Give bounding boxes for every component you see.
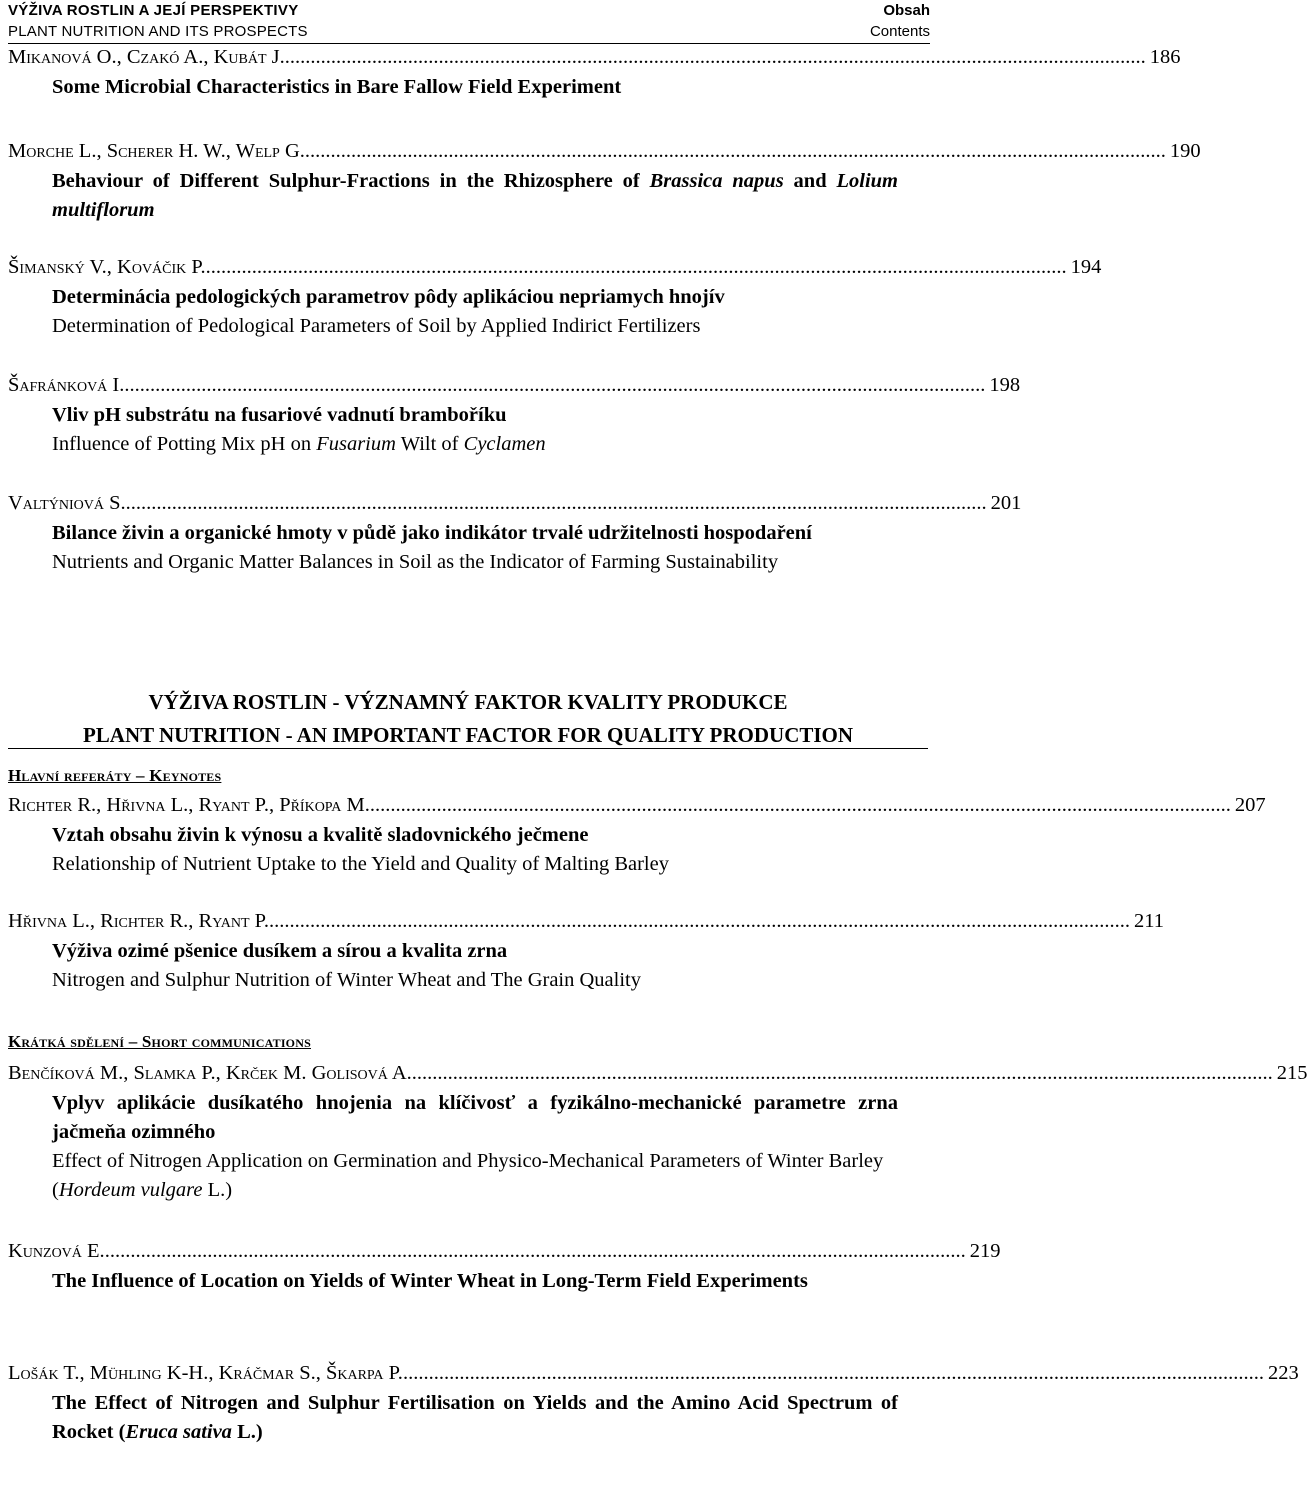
italic-term: Hordeum vulgare [58, 1179, 203, 1201]
entry-title[interactable]: Výživa ozimé pšenice dusíkem a sírou a kvalita zrna [52, 940, 508, 962]
header-right-cz: Obsah [883, 2, 930, 19]
leader-dots: ........................................................................................................................................................................ [104, 1240, 966, 1262]
entry-title[interactable]: Vztah obsahu živin k výnosu a kvalitě sladovnického ječmene [52, 824, 589, 846]
toc-entry [8, 46, 1181, 102]
author-line [8, 46, 1181, 73]
italic-term: Brassica napus [649, 170, 784, 192]
keynotes-heading: Hlavní referáty – Keynotes [8, 766, 222, 785]
entry-title[interactable]: The Influence of Location on Yields of Winter Wheat in Long-Term Field Experiments [52, 1270, 808, 1292]
italic-term: Lolium multiflorum [52, 170, 898, 221]
entry-title-en: Determination of Pedological Parameters of Soil by Applied Indirict Fertilizers [52, 315, 701, 337]
leader-dots: ........................................................................................................................................................................ [268, 910, 1130, 932]
leader-dots: ........................................................................................................................................................................ [402, 1362, 1264, 1384]
toc-entry [8, 1362, 1299, 1447]
toc-entry [8, 1240, 1001, 1296]
leader-dots: ........................................................................................................................................................................ [205, 256, 1067, 278]
page-number[interactable]: 194 [1070, 256, 1102, 278]
toc-entry [8, 140, 1201, 225]
header-rule [8, 43, 930, 44]
page-number[interactable]: 211 [1133, 910, 1164, 932]
author-line [8, 140, 1201, 167]
entry-title-en: Effect of Nitrogen Application on Germination and Physico-Mechanical Parameters of Winter Barley (Hordeum vulgare L.) [52, 1150, 884, 1201]
toc-entry [8, 492, 1022, 577]
entry-authors: Kunzová E. [8, 1240, 105, 1262]
short-communications-heading: Krátká sdělení – Short communications [8, 1032, 311, 1051]
section-title-en [8, 723, 928, 749]
leader-dots: ........................................................................................................................................................................ [125, 492, 987, 514]
entry-authors: Mikanová O., Czakó A., Kubát J. [8, 46, 285, 68]
entry-authors: Šafránková I. [8, 374, 125, 396]
toc-entry [8, 1062, 1308, 1205]
italic-term: Fusarium [316, 433, 396, 455]
entry-authors: Valtýniová S. [8, 492, 126, 514]
page-number[interactable]: 207 [1234, 794, 1266, 816]
toc-entry [8, 910, 1164, 995]
entry-title[interactable]: The Effect of Nitrogen and Sulphur Fertilisation on Yields and the Amino Acid Spectrum of Rocket (Eruca sativa L.) [52, 1392, 898, 1443]
entry-authors: Lošák T., Mühling K-H., Kráčmar S., Škarpa P. [8, 1362, 403, 1384]
author-line [8, 1240, 1001, 1267]
page-number[interactable]: 223 [1267, 1362, 1299, 1384]
author-line [8, 910, 1164, 937]
header-title-en: PLANT NUTRITION AND ITS PROSPECTS [8, 23, 308, 40]
italic-term: Cyclamen [463, 433, 546, 455]
page-number[interactable]: 215 [1276, 1062, 1308, 1084]
leader-dots: ........................................................................................................................................................................ [369, 794, 1231, 816]
page-number[interactable]: 186 [1149, 46, 1181, 68]
toc-entry [8, 374, 1021, 459]
page-number[interactable]: 190 [1169, 140, 1201, 162]
entry-title-en: Nitrogen and Sulphur Nutrition of Winter Wheat and The Grain Quality [52, 969, 641, 991]
header-title-cz: VÝŽIVA ROSTLIN A JEJÍ PERSPEKTIVY [8, 2, 299, 19]
entry-title[interactable]: Bilance živin a organické hmoty v půdě jako indikátor trvalé udržitelnosti hospodaření [52, 522, 812, 544]
section-title-en-text: PLANT NUTRITION - AN IMPORTANT FACTOR FOR QUALITY PRODUCTION [82, 723, 854, 747]
entry-title-en: Relationship of Nutrient Uptake to the Yield and Quality of Malting Barley [52, 853, 669, 875]
entry-authors: Morche L., Scherer H. W., Welp G. [8, 140, 305, 162]
entry-authors: Hřivna L., Richter R., Ryant P. [8, 910, 269, 932]
section-title-cz [8, 690, 928, 715]
entry-authors: Šimanský V., Kováčik P. [8, 256, 206, 278]
author-line [8, 492, 1022, 519]
page-number[interactable]: 219 [969, 1240, 1001, 1262]
entry-title[interactable]: Determinácia pedologických parametrov pôdy aplikáciou nepriamych hnojív [52, 286, 725, 308]
author-line [8, 374, 1021, 401]
entry-authors: Benčíková M., Slamka P., Krček M. Golisová A. [8, 1062, 412, 1084]
entry-title-en: Nutrients and Organic Matter Balances in Soil as the Indicator of Farming Sustainability [52, 551, 779, 573]
entry-title-part: Behaviour of Different Sulphur-Fractions in the Rhizosphere of Brassica napus and Lolium multiflorum [52, 170, 898, 221]
author-line [8, 1062, 1308, 1089]
leader-dots: ........................................................................................................................................................................ [304, 140, 1166, 162]
toc-entry [8, 794, 1266, 879]
author-line [8, 794, 1266, 821]
section-title-cz-text: VÝŽIVA ROSTLIN - VÝZNAMNÝ FAKTOR KVALITY PRODUKCE [148, 690, 788, 714]
entry-title-en: Influence of Potting Mix pH on Fusarium Wilt of Cyclamen [52, 433, 546, 455]
author-line [8, 256, 1102, 283]
entry-title[interactable]: Some Microbial Characteristics in Bare Fallow Field Experiment [52, 76, 622, 98]
entry-authors: Richter R., Hřivna L., Ryant P., Příkopa M. [8, 794, 370, 816]
toc-entry [8, 256, 1102, 341]
page-header [0, 0, 960, 44]
page-number[interactable]: 198 [989, 374, 1021, 396]
page-number[interactable]: 201 [990, 492, 1022, 514]
leader-dots: ........................................................................................................................................................................ [284, 46, 1146, 68]
italic-term: Eruca sativa [125, 1421, 232, 1443]
author-line [8, 1362, 1299, 1389]
leader-dots: ........................................................................................................................................................................ [411, 1062, 1273, 1084]
entry-title[interactable]: Vliv pH substrátu na fusariové vadnutí bramboříku [52, 404, 507, 426]
header-right-en: Contents [869, 23, 930, 40]
entry-title[interactable] [52, 167, 898, 225]
entry-title[interactable]: Vplyv aplikácie dusíkatého hnojenia na klíčivosť a fyzikálno-mechanické parametre zrna jačmeňa ozimného [52, 1092, 898, 1143]
leader-dots: ........................................................................................................................................................................ [124, 374, 986, 396]
